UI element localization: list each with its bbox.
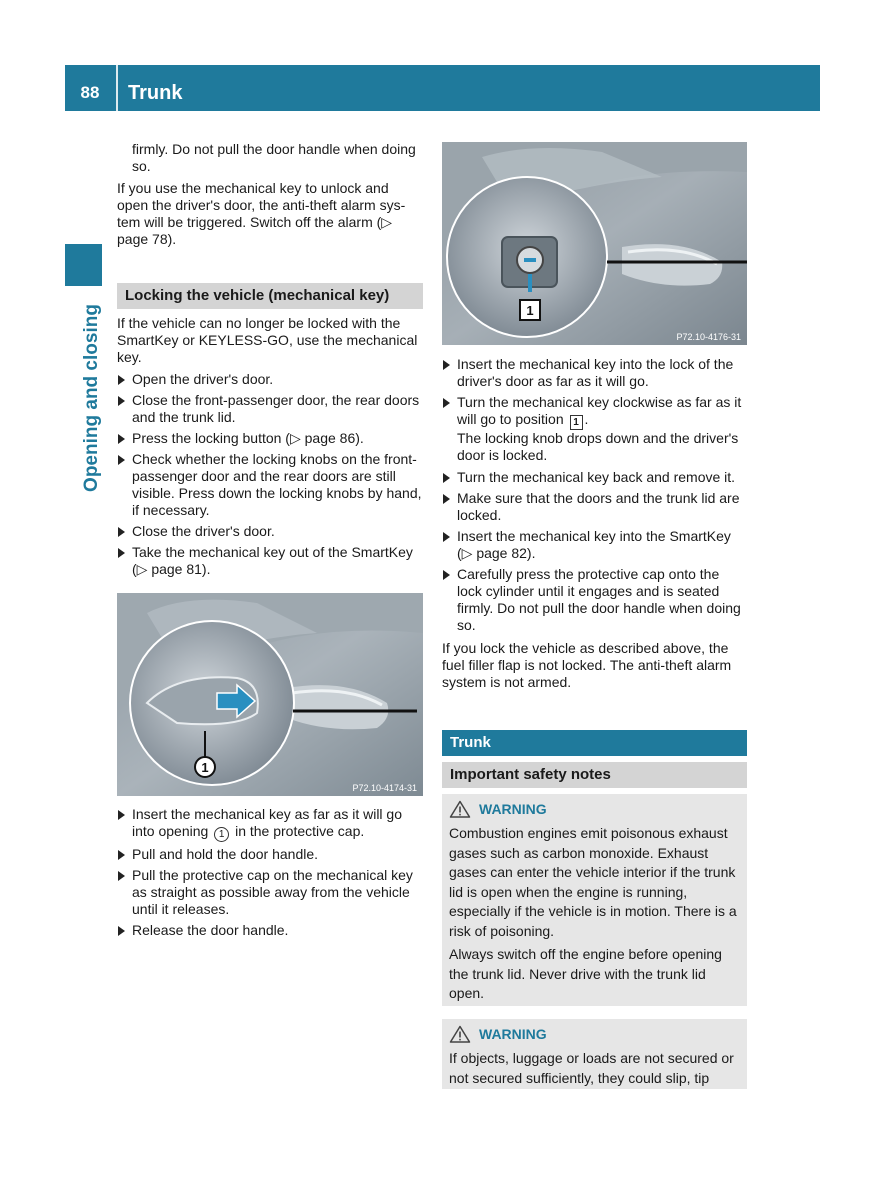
bullet-triangle-icon <box>118 871 125 881</box>
bullet-triangle-icon <box>118 527 125 537</box>
bullet-triangle-icon <box>443 473 450 483</box>
warning-text: Always switch off the engine before opening the trunk lid. Never drive with the trunk lid open. <box>449 946 722 1001</box>
bullet-triangle-icon <box>118 926 125 936</box>
warning-text: Combustion engines emit poisonous exhaust gases such as carbon monoxide. Exhaust gases can enter the vehicle interior if the trunk lid is open when the engine is running, especially if the vehicle is in motion. There is a risk of poisoning. <box>449 825 737 939</box>
section-heading-locking: Locking the vehicle (mechanical key) <box>117 283 423 309</box>
callout-ref-circle: 1 <box>214 827 229 842</box>
figure-code: P72.10-4176-31 <box>676 332 741 342</box>
list-item: Insert the mechanical key as far as it will go into opening 1 in the protective cap. <box>117 806 423 842</box>
bullet-triangle-icon <box>118 434 125 444</box>
warning-header <box>449 1025 740 1043</box>
right-column <box>442 356 748 696</box>
alarm-note: If you use the mechanical key to unlock and open the driver's door, the anti-theft alarm sys-tem will be triggered. Switch off the alarm (▷ page 78). <box>117 180 406 247</box>
warning-triangle-icon <box>449 1025 471 1043</box>
list-item: Press the locking button (▷ page 86). <box>117 430 423 447</box>
figure-code: P72.10-4174-31 <box>352 783 417 793</box>
bullet-triangle-icon <box>443 570 450 580</box>
section-intro: If the vehicle can no longer be locked with the SmartKey or KEYLESS-GO, use the mechanical key. <box>117 315 418 365</box>
list-item: Close the front-passenger door, the rear doors and the trunk lid. <box>117 392 423 426</box>
lock-cylinder-illustration <box>442 142 747 345</box>
page-header <box>65 65 820 111</box>
bullet-triangle-icon <box>118 375 125 385</box>
figure-door-handle-cap <box>117 593 423 796</box>
bullet-triangle-icon <box>443 494 450 504</box>
warning-box-exhaust <box>442 794 747 1006</box>
left-column <box>117 141 423 582</box>
subheading-safety-notes: Important safety notes <box>442 762 747 788</box>
section-heading-trunk: Trunk <box>442 730 747 756</box>
warning-triangle-icon <box>449 800 471 818</box>
callout-ref-box: 1 <box>570 415 583 430</box>
bullet-triangle-icon <box>118 850 125 860</box>
bullet-triangle-icon <box>118 396 125 406</box>
intro-continued: firmly. Do not pull the door handle when doing so. <box>132 141 416 174</box>
bullet-triangle-icon <box>443 532 450 542</box>
list-item: Turn the mechanical key clockwise as far as it will go to position 1 . <box>442 394 748 430</box>
warning-header <box>449 800 740 818</box>
closing-note: If you lock the vehicle as described above, the fuel filler flap is not locked. The anti-theft alarm system is not armed. <box>442 640 732 690</box>
left-steps-after-figure <box>117 806 423 943</box>
list-item: Carefully press the protective cap onto the lock cylinder until it engages and is seated firmly. Do not pull the door handle when doing so. <box>442 566 748 634</box>
bullet-triangle-icon <box>443 398 450 408</box>
bullet-triangle-icon <box>118 548 125 558</box>
figure-lock-cylinder <box>442 142 747 345</box>
warning-box-loads <box>442 1019 747 1089</box>
section-tab-marker <box>65 244 102 286</box>
list-item: Pull the protective cap on the mechanical key as straight as possible away from the vehicle until it releases. <box>117 867 423 918</box>
step-result: The locking knob drops down and the driver's door is locked. <box>457 430 739 463</box>
list-item: Pull and hold the door handle. <box>117 846 423 863</box>
warning-label: WARNING <box>479 801 547 817</box>
header-divider <box>116 65 118 111</box>
list-item: Close the driver's door. <box>117 523 423 540</box>
page-title: Trunk <box>128 82 183 104</box>
warning-label: WARNING <box>479 1026 547 1042</box>
section-side-label: Opening and closing <box>81 304 102 492</box>
figure-callout-number: 1 <box>526 303 534 318</box>
door-handle-illustration <box>117 593 423 796</box>
figure-callout-number: 1 <box>201 760 209 775</box>
list-item: Turn the mechanical key back and remove it. <box>442 469 748 486</box>
list-item: Open the driver's door. <box>117 371 423 388</box>
bullet-triangle-icon <box>118 810 125 820</box>
list-item: Release the door handle. <box>117 922 423 939</box>
page-number: 88 <box>80 83 100 102</box>
bullet-triangle-icon <box>443 360 450 370</box>
steps-list <box>117 371 423 578</box>
list-item: Insert the mechanical key into the lock of the driver's door as far as it will go. <box>442 356 748 390</box>
warning-text: If objects, luggage or loads are not secured or not secured sufficiently, they could slip, tip <box>449 1050 734 1086</box>
list-item: Make sure that the doors and the trunk lid are locked. <box>442 490 748 524</box>
bullet-triangle-icon <box>118 455 125 465</box>
list-item: Take the mechanical key out of the SmartKey (▷ page 81). <box>117 544 423 578</box>
list-item: Check whether the locking knobs on the front-passenger door and the rear doors are still visible. Press down the locking knobs by hand, if necessary. <box>117 451 423 519</box>
list-item: Insert the mechanical key into the SmartKey (▷ page 82). <box>442 528 748 562</box>
